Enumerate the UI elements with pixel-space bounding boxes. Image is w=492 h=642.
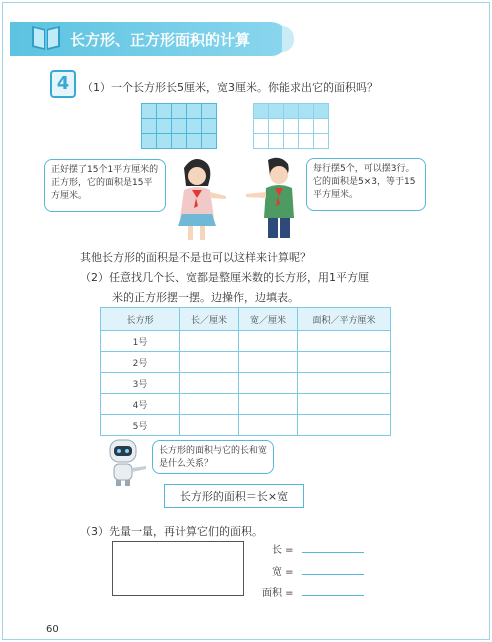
length-answer-line[interactable] bbox=[302, 552, 364, 553]
area-answer-line[interactable] bbox=[302, 595, 364, 596]
section-title: 长方形、正方形面积的计算 bbox=[70, 31, 251, 49]
table-row bbox=[101, 352, 391, 373]
robot-icon bbox=[100, 436, 150, 488]
book-icon bbox=[30, 22, 62, 52]
rectangle-to-measure bbox=[112, 541, 244, 596]
table-row bbox=[101, 415, 391, 436]
width-cell[interactable] bbox=[239, 415, 298, 436]
table-header: 宽／厘米 bbox=[239, 308, 298, 331]
area-cell[interactable] bbox=[298, 415, 391, 436]
question-3: （3）先量一量，再计算它们的面积。 bbox=[80, 525, 263, 538]
table-row bbox=[101, 373, 391, 394]
row-label: 5号 bbox=[101, 415, 180, 436]
question-2-line2: 米的正方形摆一摆。边操作，边填表。 bbox=[112, 291, 299, 304]
table-row bbox=[101, 394, 391, 415]
row-label: 1号 bbox=[101, 331, 180, 352]
boy-student-illustration bbox=[240, 156, 304, 242]
width-label: 宽 = bbox=[272, 567, 294, 578]
area-formula: 长方形的面积＝长×宽 bbox=[164, 484, 304, 508]
question-middle: 其他长方形的面积是不是也可以这样来计算呢？ bbox=[80, 251, 311, 264]
page-number: 60 bbox=[46, 624, 59, 635]
length-cell[interactable] bbox=[180, 352, 239, 373]
area-cell[interactable] bbox=[298, 331, 391, 352]
area-label: 面积 = bbox=[262, 588, 294, 599]
length-cell[interactable] bbox=[180, 373, 239, 394]
length-cell[interactable] bbox=[180, 394, 239, 415]
length-label: 长 = bbox=[272, 545, 294, 556]
rectangle-data-table bbox=[100, 307, 391, 436]
width-answer-line[interactable] bbox=[302, 574, 364, 575]
area-cell[interactable] bbox=[298, 352, 391, 373]
width-cell[interactable] bbox=[239, 373, 298, 394]
speech-bubble-girl: 正好摆了15个1平方厘米的正方形，它的面积是15平方厘米。 bbox=[44, 159, 166, 212]
speech-bubble-robot: 长方形的面积与它的长和宽是什么关系？ bbox=[152, 440, 274, 474]
rectangle-grid-row bbox=[253, 103, 329, 149]
problem-number: 4 bbox=[50, 70, 76, 98]
row-label: 2号 bbox=[101, 352, 180, 373]
table-header: 长方形 bbox=[101, 308, 180, 331]
table-row bbox=[101, 331, 391, 352]
row-label: 4号 bbox=[101, 394, 180, 415]
area-cell[interactable] bbox=[298, 394, 391, 415]
rectangle-grid-full bbox=[141, 103, 217, 149]
row-label: 3号 bbox=[101, 373, 180, 394]
girl-student-illustration bbox=[170, 156, 230, 242]
question-1: （1）一个长方形长5厘米，宽3厘米。你能求出它的面积吗？ bbox=[82, 81, 378, 94]
width-cell[interactable] bbox=[239, 394, 298, 415]
length-cell[interactable] bbox=[180, 331, 239, 352]
width-cell[interactable] bbox=[239, 331, 298, 352]
speech-bubble-boy: 每行摆5个，可以摆3行。它的面积是5×3，等于15平方厘米。 bbox=[306, 158, 426, 211]
width-cell[interactable] bbox=[239, 352, 298, 373]
table-header: 长／厘米 bbox=[180, 308, 239, 331]
question-2-line1: （2）任意找几个长、宽都是整厘米数的长方形，用1平方厘 bbox=[80, 271, 369, 284]
length-cell[interactable] bbox=[180, 415, 239, 436]
table-header-row bbox=[101, 308, 391, 331]
table-header: 面积／平方厘米 bbox=[298, 308, 391, 331]
area-cell[interactable] bbox=[298, 373, 391, 394]
